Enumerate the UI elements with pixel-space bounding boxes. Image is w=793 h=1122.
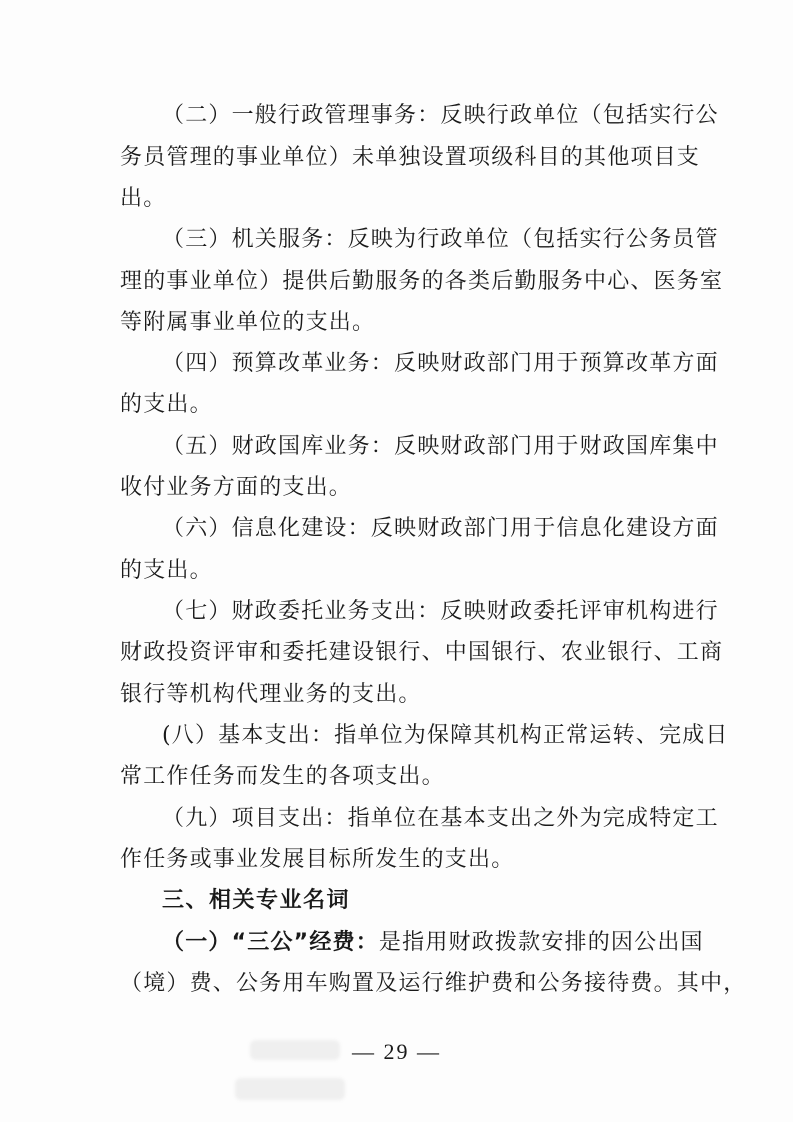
paragraph-line: （三）机关服务：反映为行政单位（包括实行公务员管 <box>162 227 719 252</box>
paragraph-line: （七）财政委托业务支出：反映财政委托评审机构进行 <box>162 599 719 624</box>
paragraph-line: 出。 <box>120 186 167 211</box>
paragraph-line: 银行等机构代理业务的支出。 <box>120 682 422 707</box>
paragraph-line: (八）基本支出：指单位为保障其机构正常运转、完成日 <box>162 723 729 748</box>
term-definition-line <box>162 928 722 958</box>
paragraph-line: 财政投资评审和委托建设银行、中国银行、农业银行、工商 <box>120 640 724 665</box>
paragraph-line: （境）费、公务用车购置及运行维护费和公务接待费。其中， <box>120 971 747 996</box>
paragraph-line: 等附属事业单位的支出。 <box>120 310 376 335</box>
paragraph-line: （六）信息化建设：反映财政部门用于信息化建设方面 <box>162 516 719 541</box>
term-label: （一）“三公”经费： <box>162 930 379 955</box>
paragraph-line: 理的事业单位）提供后勤服务的各类后勤服务中心、医务室 <box>120 269 724 294</box>
paragraph-line: （五）财政国库业务：反映财政部门用于财政国库集中 <box>162 434 719 459</box>
paragraph-line: 的支出。 <box>120 392 213 417</box>
page-number: — 29 — <box>352 1039 441 1064</box>
paragraph-line: 常工作任务而发生的各项支出。 <box>120 764 445 789</box>
scan-smudge <box>250 1040 340 1060</box>
paragraph-line: （四）预算改革业务：反映财政部门用于预算改革方面 <box>162 351 719 376</box>
section-heading: 三、相关专业名词 <box>162 888 351 913</box>
paragraph-line: 作任务或事业发展目标所发生的支出。 <box>120 847 515 872</box>
term-text: 是指用财政拨款安排的因公出国 <box>378 930 704 955</box>
paragraph-line: 的支出。 <box>120 558 213 583</box>
scan-smudge <box>235 1078 345 1100</box>
paragraph-line: （二）一般行政管理事务：反映行政单位（包括实行公 <box>162 103 719 128</box>
paragraph-line: 务员管理的事业单位）未单独设置项级科目的其他项目支 <box>120 145 701 170</box>
paragraph-line: 收付业务方面的支出。 <box>120 475 353 500</box>
paragraph-line: （九）项目支出：指单位在基本支出之外为完成特定工 <box>162 806 719 831</box>
